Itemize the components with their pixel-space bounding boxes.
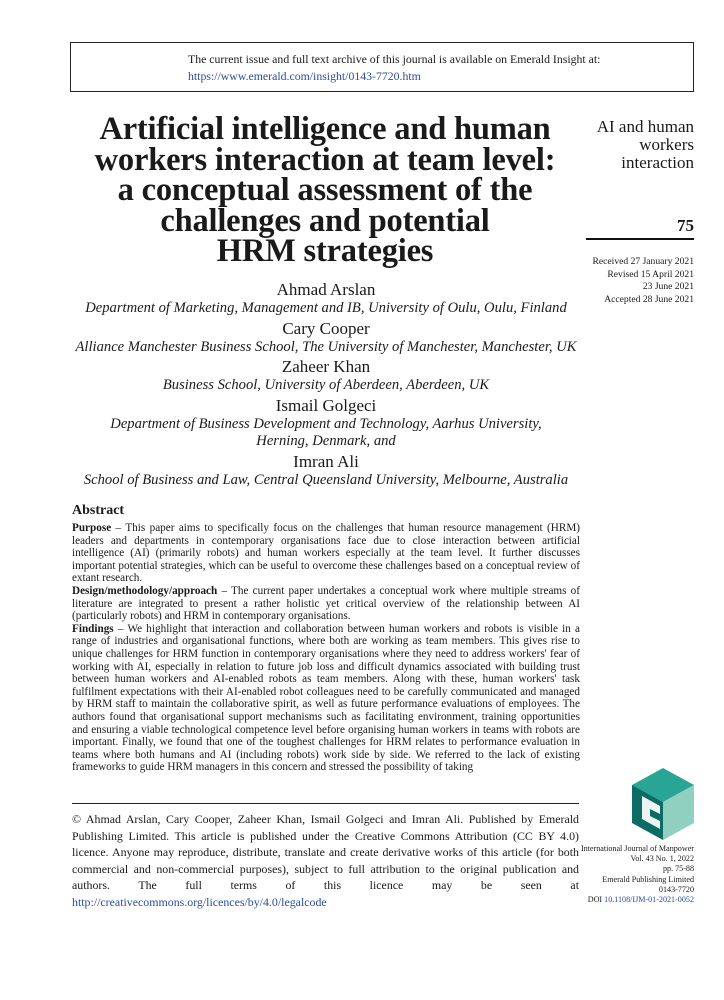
- page-number: 75: [677, 216, 694, 235]
- journal-url-link[interactable]: https://www.emerald.com/insight/0143-7720.htm: [188, 69, 421, 83]
- abstract-label: Findings: [72, 622, 114, 635]
- author-name: Ahmad Arslan: [276, 280, 376, 299]
- running-title-line: workers: [639, 135, 694, 154]
- doi-link[interactable]: 10.1108/IJM-01-2021-0052: [604, 895, 694, 905]
- journal-info-line: pp. 75-88: [662, 864, 694, 874]
- date-line: Received 27 January 2021: [592, 256, 694, 267]
- archive-notice-box: [70, 42, 694, 92]
- author-affiliation: Alliance Manchester Business School, The University of Manchester, Manchester, UK: [75, 338, 577, 355]
- footnote-rule: [72, 803, 579, 804]
- author-affiliation: Herning, Denmark, and: [256, 433, 396, 449]
- journal-info-line: International Journal of Manpower: [580, 844, 694, 853]
- author-name: Zaheer Khan: [281, 357, 371, 376]
- article-title: [72, 111, 578, 269]
- title-line: Artificial intelligence and human: [99, 111, 551, 147]
- running-title: [580, 118, 694, 172]
- abstract-label: Purpose: [72, 522, 112, 534]
- abstract: [72, 503, 580, 774]
- journal-info: [560, 844, 694, 905]
- date-line: 23 June 2021: [642, 281, 694, 292]
- abstract-design: [72, 585, 580, 623]
- author-affiliation: Department of Business Development and Technology, Aarhus University,: [110, 415, 542, 432]
- license-text: © Ahmad Arslan, Cary Cooper, Zaheer Khan, Ismail Golgeci and Imran Ali. Published by Emerald Publishing Limited. This article is published under the Creative Commons Attribution (CC BY 4.0) licence. Anyone may reproduce, distribute, translate and create derivative works of this article (for both commercial and non-commercial purposes), subject to full attribution to the original publication and authors. The full terms of this licence may be seen at: [72, 812, 579, 893]
- author-affiliation: Department of Marketing, Management and IB, University of Oulu, Oulu, Finland: [85, 300, 567, 316]
- title-line: a conceptual assessment of the: [117, 172, 533, 208]
- journal-info-line: Vol. 43 No. 1, 2022: [630, 854, 694, 864]
- journal-info-line: Emerald Publishing Limited: [602, 874, 694, 884]
- abstract-text: – This paper aims to specifically focus on the challenges that human resource management (HRM) leaders and departments in contemporary organisations face due to close interaction between artificial intelligence (AI) (primarily robots) and human workers especially at the team level. It further discusses important potential strategies, which can be useful to overcome these challenges based on a conceptual review of extant research.: [72, 522, 580, 585]
- running-title-line: interaction: [621, 153, 694, 172]
- author-list: [62, 279, 590, 489]
- emerald-publishing-logo: [630, 766, 696, 842]
- author-affiliation: School of Business and Law, Central Queensland University, Melbourne, Australia: [83, 471, 569, 488]
- author-name: Cary Cooper: [282, 318, 370, 338]
- doi-line: [560, 895, 694, 905]
- page-number-rule: [586, 238, 694, 240]
- abstract-heading: Abstract: [72, 503, 125, 518]
- abstract-findings: [72, 623, 580, 774]
- title-line: challenges and potential: [160, 202, 490, 239]
- author-affiliation: Business School, University of Aberdeen, Aberdeen, UK: [162, 377, 490, 393]
- license-notice: [72, 811, 579, 911]
- license-link[interactable]: http://creativecommons.org/licences/by/4.0/legalcode: [72, 894, 327, 909]
- archive-notice-text: The current issue and full text archive of this journal is available on Emerald Insight at:: [188, 52, 601, 66]
- title-line: workers interaction at team level:: [94, 141, 556, 178]
- running-title-line: AI and human: [596, 117, 694, 136]
- doi-label: DOI: [587, 895, 603, 905]
- abstract-text: – We highlight that interaction and collaboration between human workers and robots is visible in a range of industries and organisational functions, where both are working as team members. This gives rise to unique challenges for HRM function in contemporary organisations where they need to address workers' fear of working with AI, especially in relation to future job loss and difficult dynamics associated with building trust between human workers and AI-enabled robots as team members. Along with these, human workers' task fulfilment expectations with their AI-enabled robot colleagues need to be carefully communicated and managed by HRM staff to maintain the collaborative spirit, as well as future performance evaluations of employees. The authors found that organisational support mechanisms such as facilitating environment, training opportunities and ensuring a viable technological competence level before organising human workers in teams with robots are important. Finally, we found that one of the toughest challenges for HRM relates to performance evaluation in teams where both humans and AI (including robots) work side by side. We referred to the lack of existing frameworks to guide HRM managers in this concern and stressed the possibility of taking: [72, 622, 580, 774]
- abstract-label: Design/methodology/approach: [72, 584, 218, 597]
- author-name: Imran Ali: [293, 451, 359, 471]
- title-line: HRM strategies: [216, 233, 434, 269]
- author-name: Ismail Golgeci: [275, 395, 377, 415]
- abstract-text: – The current paper undertakes a conceptual work where multiple streams of literature are integrated to present a rather holistic yet critical overview of the relationship between AI (particularly robots) and HRM in contemporary organisations.: [72, 584, 580, 623]
- date-line: Revised 15 April 2021: [607, 268, 694, 280]
- date-line: Accepted 28 June 2021: [604, 293, 694, 305]
- abstract-purpose: [72, 522, 580, 585]
- journal-info-line: 0143-7720: [658, 884, 694, 894]
